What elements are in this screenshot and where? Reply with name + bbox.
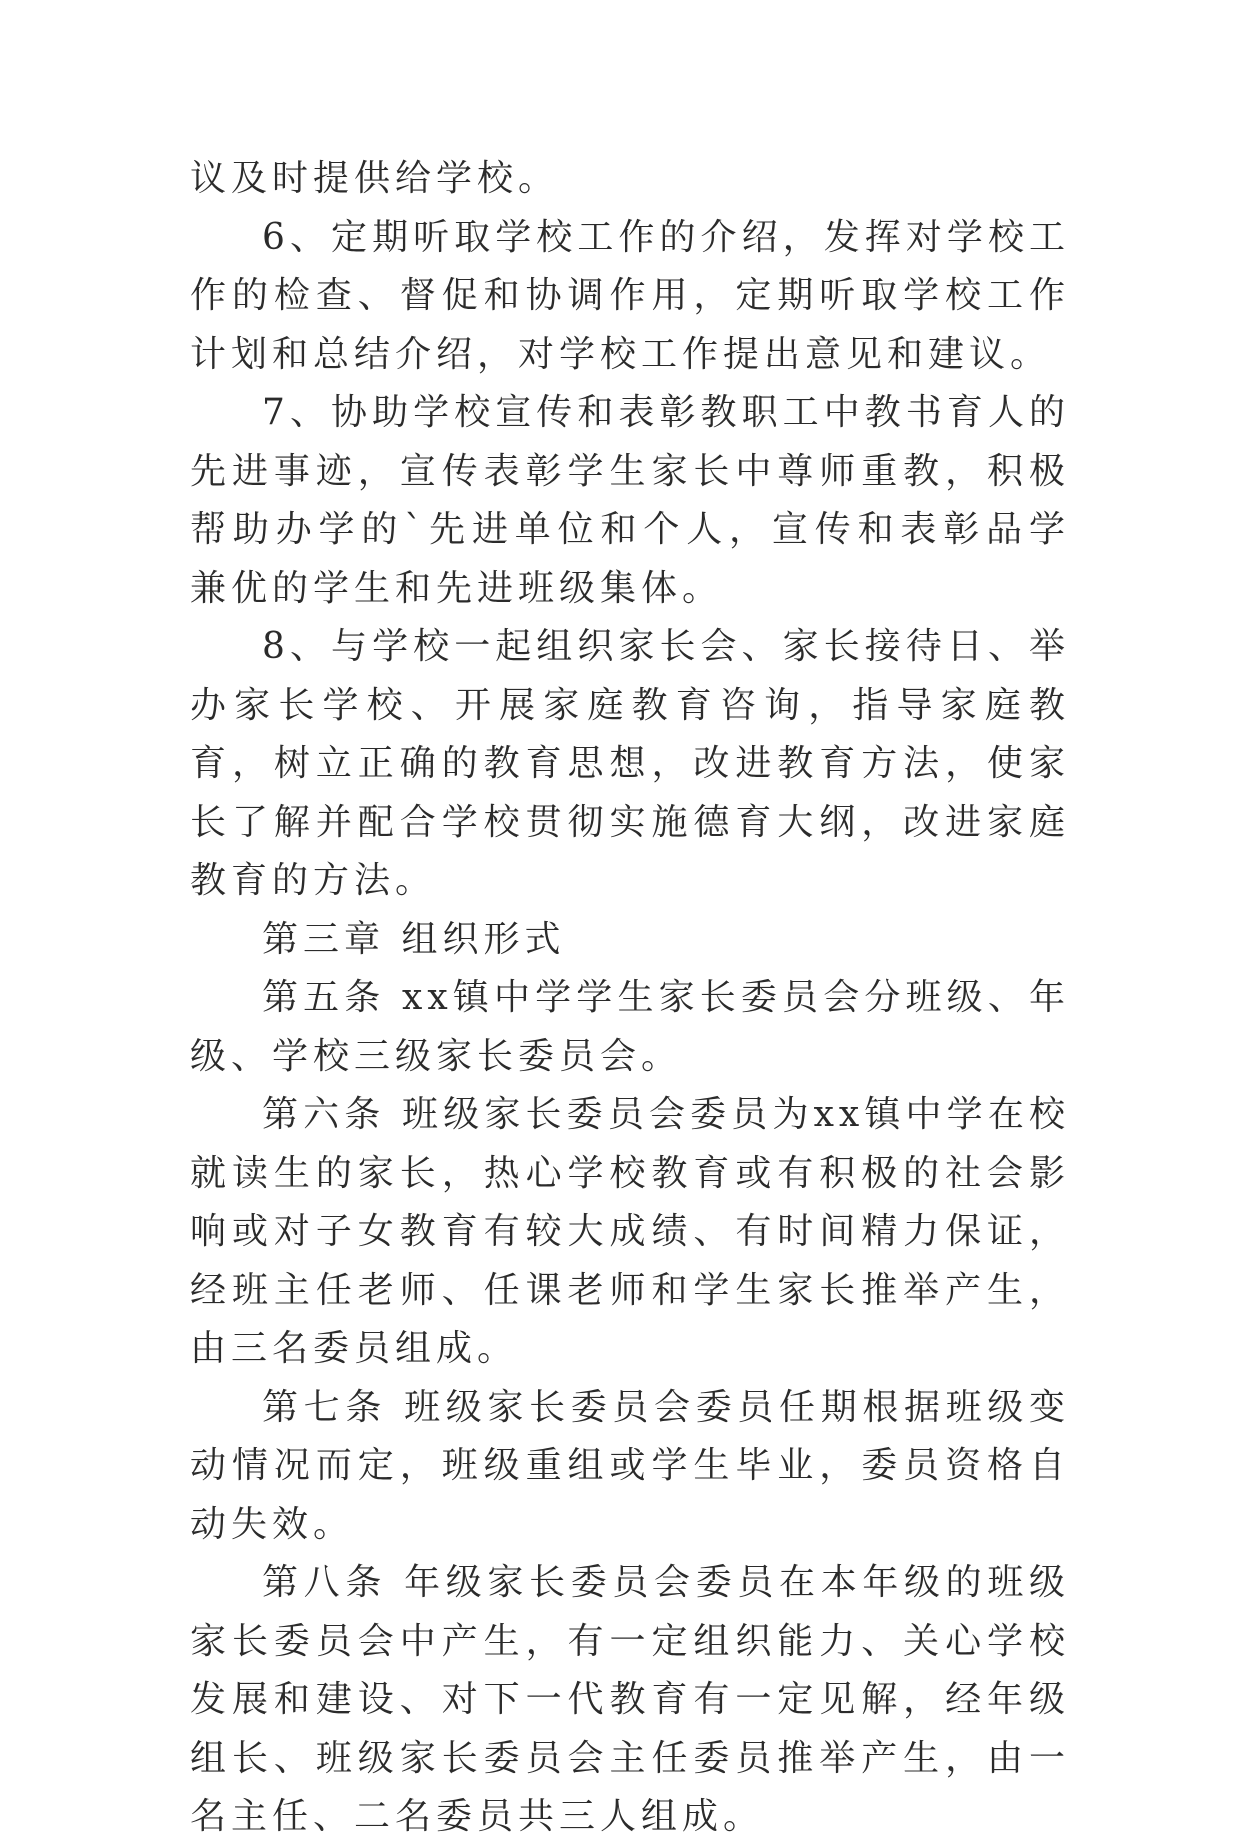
article-7: 第七条 班级家长委员会委员任期根据班级变动情况而定，班级重组或学生毕业，委员资格自动失效。 [190,1386,1070,1545]
paragraph-continuation: 议及时提供给学校。 [190,158,560,199]
article-6: 第六条 班级家长委员会委员为xx镇中学在校就读生的家长，热心学校教育或有积极的社会影响或对子女教育有较大成绩、有时间精力保证，经班主任老师、任课老师和学生家长推举产生，由三名委员组成。 [190,1094,1070,1369]
document-body [190,150,1070,1847]
paragraph-item-6: 6、定期听取学校工作的介绍，发挥对学校工作的检查、督促和协调作用，定期听取学校工作计划和总结介绍，对学校工作提出意见和建议。 [190,216,1070,375]
chapter-heading: 第三章 组织形式 [262,918,566,960]
article-5: 第五条 xx镇中学学生家长委员会分班级、年级、学校三级家长委员会。 [190,977,1070,1077]
paragraph-item-8: 8、与学校一起组织家长会、家长接待日、举办家长学校、开展家庭教育咨询，指导家庭教育，树立正确的教育思想，改进教育方法，使家长了解并配合学校贯彻实施德育大纲，改进家庭教育的方法。 [190,626,1070,901]
article-8: 第八条 年级家长委员会委员在本年级的班级家长委员会中产生，有一定组织能力、关心学校发展和建设、对下一代教育有一定见解，经年级组长、班级家长委员会主任委员推举产生，由一名主任、二名委员共三人组成。 [190,1562,1070,1837]
paragraph-item-7: 7、协助学校宣传和表彰教职工中教书育人的先进事迹，宣传表彰学生家长中尊师重教，积极帮助办学的`先进单位和个人，宣传和表彰品学兼优的学生和先进班级集体。 [190,392,1070,609]
